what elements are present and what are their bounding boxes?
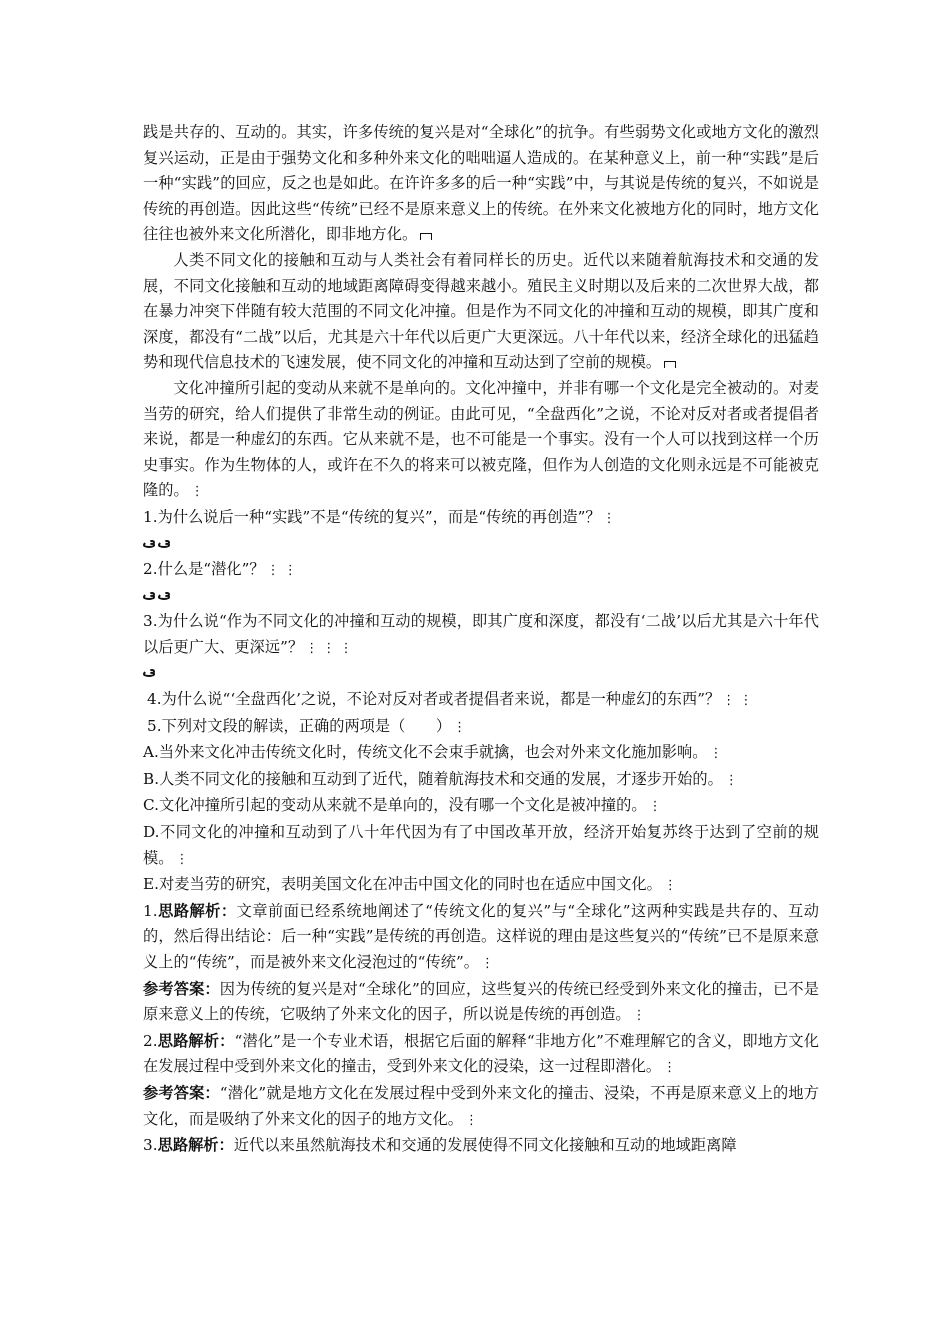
paragraph-end-mark: ⋮ [465, 1112, 479, 1128]
answer-2-reference [143, 1081, 819, 1133]
paragraph-end-mark: ⋮ [648, 799, 662, 815]
reference-answer-text: 因为传统的复兴是对“全球化”的回应，这些复兴的传统已经受到外来文化的撞击，已不是原来意义上的传统，它吸纳了外来文化的因子，所以说是传统的再创造。 [143, 979, 820, 1024]
paragraph-3-text: 文化冲撞所引起的变动从来就不是单向的。文化冲撞中，并非有哪一个文化是完全被动的。对麦当劳的研究，给人们提供了非常生动的例证。由此可见，“全盘西化”之说，不论对反对者或者提倡者来说，都是一种虚幻的东西。它从来就不是，也不可能是一个事实。没有一个人可以找到这样一个历史事实。作为生物体的人，或许在不久的将来可以被克隆，但作为人创造的文化则永远是不可能被克隆的。 [143, 378, 819, 500]
paragraph-2-text: 人类不同文化的接触和互动与人类社会有着同样长的历史。近代以来随着航海技术和交通的发展，不同文化接触和互动的地域距离障碍变得越来越小。殖民主义时期以及后来的二次世界大战，都在暴力冲突下伴随有较大范围的不同文化冲撞。但是作为不同文化的冲撞和互动的规模，即其广度和深度，都没有“二战”以后，尤其是六十年代以后更广大更深远。八十年代以来，经济全球化的迅猛趋势和现代信息技术的飞速发展，使不同文化的冲撞和互动达到了空前的规模。 [143, 250, 819, 372]
analysis-label: 思路解析： [157, 1136, 234, 1155]
option-c-text: C.文化冲撞所引起的变动从来就不是单向的，没有哪一个文化是被冲撞的。 [143, 796, 647, 815]
option-c [143, 793, 819, 820]
paragraph-2 [143, 248, 819, 376]
question-3-text: 3.为什么说“作为不同文化的冲撞和互动的规模，即其广度和深度，都没有‘二战’以后尤其是六十年代以后更广大、更深远”？ [143, 612, 819, 656]
option-d [143, 820, 819, 872]
analysis-label: 思路解析： [157, 1031, 235, 1050]
ribbon-icon [143, 540, 157, 550]
question-2 [143, 557, 819, 584]
answer-1-analysis [143, 899, 819, 977]
answer-2-analysis [143, 1029, 819, 1081]
reference-answer-label: 参考答案： [143, 1083, 220, 1102]
paragraph-end-mark-icon [420, 231, 434, 241]
question-4-text: 4.为什么说“‘全盘西化’之说，不论对反对者或者提倡者来说，都是一种虚幻的东西”？ [147, 690, 721, 709]
question-3 [143, 609, 819, 661]
ribbon-icon [143, 669, 157, 679]
answer-space-3 [143, 661, 819, 687]
option-a [143, 740, 819, 767]
paragraph-end-mark: ⋮ [175, 851, 189, 867]
paragraph-end-mark: ⋮ [481, 956, 495, 971]
question-1 [143, 505, 819, 532]
answer-number: 1. [143, 901, 158, 920]
paragraph-end-mark: ⋮ [453, 719, 467, 735]
analysis-text: 近代以来虽然航海技术和交通的发展使得不同文化接触和互动的地域距离障 [233, 1136, 737, 1155]
answer-number: 2. [143, 1031, 158, 1050]
reference-answer-label: 参考答案： [143, 979, 220, 998]
document-page [143, 120, 819, 1159]
paragraph-1-text: 践是共存的、互动的。其实，许多传统的复兴是对“全球化”的抗争。有些弱势文化或地方文化的激烈复兴运动，正是由于强势文化和多种外来文化的咄咄逼人造成的。在某种意义上，前一种“实践”是后一种“实践”的回应，反之也是如此。在许许多多的后一种“实践”中，与其说是传统的复兴，不如说是传统的再创造。因此这些“传统”已经不是原来意义上的传统。在外来文化被地方化的同时，地方文化往往也被外来文化所潜化，即非地方化。 [143, 123, 819, 244]
paragraph-end-mark: ⋮ [190, 484, 204, 500]
answer-number: 3. [143, 1136, 158, 1155]
paragraph-end-mark: ⋮ [724, 772, 738, 788]
paragraph-3 [143, 376, 819, 505]
question-5-text: 5.下列对文段的解读，正确的两项是（ ） [147, 716, 452, 735]
question-1-text: 1.为什么说后一种“实践”不是“传统的复兴”，而是“传统的再创造”？ [143, 507, 601, 526]
answer-1-reference [143, 977, 819, 1029]
paragraph-end-mark: ⋮ ⋮ [722, 693, 753, 709]
paragraph-end-mark-icon [664, 359, 678, 369]
answer-3-analysis [143, 1133, 819, 1159]
option-b-text: B.人类不同文化的接触和互动到了近代，随着航海技术和交通的发展，才逐步开始的。 [143, 769, 723, 788]
paragraph-end-mark: ⋮ ⋮ [266, 563, 297, 579]
option-e-text: E.对麦当劳的研究，表明美国文化在冲击中国文化的同时也在适应中国文化。 [143, 875, 662, 894]
paragraph-end-mark: ⋮ [663, 1060, 677, 1076]
ribbon-icon [143, 592, 157, 602]
reference-answer-text: “潜化”就是地方文化在发展过程中受到外来文化的撞击、浸染，不再是原来意义上的地方文化，而是吸纳了外来文化的因子的地方文化。 [143, 1083, 820, 1128]
paragraph-end-mark: ⋮ ⋮ ⋮ [305, 640, 353, 656]
paragraph-end-mark: ⋮ [709, 746, 723, 762]
ribbon-icon [158, 540, 172, 550]
paragraph-end-mark: ⋮ [663, 878, 677, 894]
paragraph-end-mark: ⋮ [632, 1008, 646, 1024]
paragraph-end-mark: ⋮ [602, 510, 616, 526]
question-2-text: 2.什么是“潜化”？ [143, 560, 265, 579]
question-5 [143, 714, 819, 741]
paragraph-1 [143, 120, 819, 248]
analysis-text: 文章前面已经系统地阐述了“传统文化的复兴”与“全球化”这两种实践是共存的、互动的，然后得出结论：后一种“实践”是传统的再创造。这样说的理由是这些复兴的“传统”已不是原来意义上的“传统”，而是被外来文化浸泡过的“传统”。 [143, 901, 820, 971]
answer-space-1 [143, 532, 819, 558]
option-a-text: A.当外来文化冲击传统文化时，传统文化不会束手就擒，也会对外来文化施加影响。 [143, 743, 708, 762]
question-4 [143, 687, 819, 714]
analysis-label: 思路解析： [157, 901, 237, 920]
ribbon-icon [158, 592, 172, 602]
analysis-text: “潜化”是一个专业术语，根据它后面的解释“非地方化”不难理解它的含义，即地方文化在发展过程中受到外来文化的撞击，受到外来文化的浸染，这一过程即潜化。 [143, 1031, 820, 1076]
option-b [143, 767, 819, 794]
option-e [143, 872, 819, 899]
option-d-text: D.不同文化的冲撞和互动到了八十年代因为有了中国改革开放，经济开始复苏终于达到了空前的规模。 [143, 823, 819, 867]
answer-space-2 [143, 584, 819, 610]
